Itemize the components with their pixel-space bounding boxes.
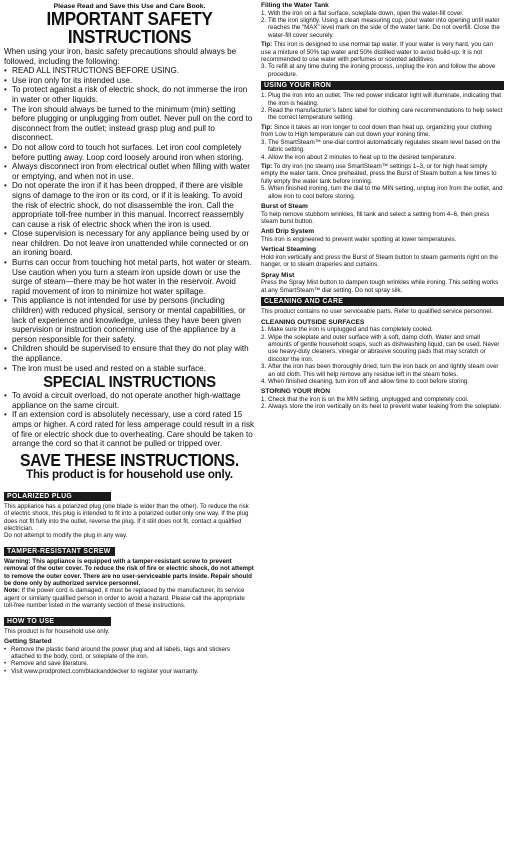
tamper-warning: Warning: This appliance is equipped with a tamper-resistant screw to prevent removal of the outer cover. To reduce the risk of fire or electric shock, do not attempt to remove the outer cover. There are no user-serviceable parts inside. Repair should be done only by authorized service personnel. <box>4 557 254 587</box>
tip-water: Tip: This iron is designed to use normal tap water. If your water is very hard, you can use a mixture of 50% tap water and 50% distilled water to avoid build-up. It is not recommended to use water with perfumes or scented additives. <box>261 41 493 64</box>
list-item: • Close supervision is necessary for any appliance being used by or near children. Do not leave iron unattended while connected or on an ironing board. <box>4 229 255 258</box>
tip-dry-iron: Tip: To dry iron (no steam) use SmartSteam™ settings 1–3, or for high heat simply empty the water tank. Once preheated, press the Burst of Steam button a few times to fully empty the water tank before ironing. <box>261 162 497 185</box>
cleaning-steps <box>261 326 504 385</box>
list-item: • The iron must be used and rested on a stable surface. <box>4 364 255 374</box>
list-item: • Always disconnect iron from electrical outlet when filling with water or emptying, and when not in use. <box>4 162 255 181</box>
list-item: • To avoid a circuit overload, do not operate another high-wattage appliance on the same circuit. <box>4 391 255 410</box>
cleaning-title: CLEANING OUTSIDE SURFACES <box>261 318 365 326</box>
list-item: 3. After the iron has been thoroughly dried, turn the iron back on and lightly steam over an old cloth. This will help remove any residue left in the steam holes. <box>261 363 499 378</box>
cleaning-care-header: CLEANING AND CARE <box>261 297 504 306</box>
list-item: • Burns can occur from touching hot metal parts, hot water or steam. Use caution when you turn a steam iron upside down or use the surge of steam—there may be hot water in the reservoir. Avoid rapid movement of iron to minimize hot water spillage. <box>4 258 255 296</box>
polarized-plug-header: POLARIZED PLUG <box>4 492 111 501</box>
list-item: 3. To refill at any time during the ironing process, unplug the iron and follow the above procedure. <box>261 63 496 78</box>
filling-steps <box>261 10 504 40</box>
list-item: • Remove the plastic band around the power plug and all labels, tags and stickers attached to the body, cord, or soleplate of the iron. <box>4 646 255 661</box>
list-item: 1. Make sure the iron is unplugged and has completely cooled. <box>261 326 433 334</box>
right-column <box>261 2 504 411</box>
note-text: If the power cord is damaged, it must be replaced by the manufacturer, its service agent or similarly qualified person in order to avoid a hazard. Please call the appropriate toll-free number listed in the warranty section of these instructions. <box>4 587 245 610</box>
list-item: 2. Always store the iron vertically on its heel to prevent water leaking from the soleplate. <box>261 403 502 411</box>
list-item: 5. When finished ironing, turn the dial to the MIN setting, unplug iron from the outlet, and allow iron to cool before storing. <box>261 185 503 200</box>
list-item: • Remove and save literature. <box>4 660 255 667</box>
left-column <box>4 2 255 675</box>
using-iron-header: USING YOUR IRON <box>261 81 504 90</box>
list-item: 4. Allow the iron about 2 minutes to heat up to the desired temperature. <box>261 153 457 161</box>
list-item: 1. Plug the iron into an outlet. The red power indicator light will illuminate, indicating that the iron is heating. <box>261 92 502 107</box>
list-item: 2. Tilt the iron slightly. Using a clean measuring cup, pour water into opening until water reaches the “MAX” level mark on the side of the water tank. Do not overfill. Close the water-fill cover securely. <box>261 17 500 39</box>
filling-step-3 <box>261 63 504 78</box>
list-item: • To protect against a risk of electric shock, do not immerse the iron in water or other liquids. <box>4 85 255 104</box>
polarized-plug-text: This appliance has a polarized plug (one blade is wider than the other). To reduce the risk of electric shock, this plug is intended to fit into a polarized outlet only one way. If the plug does not fit fully into the outlet, reverse the plug. If it still does not fit, contact a qualified electrician. <box>4 502 249 532</box>
how-to-use-header: HOW TO USE <box>4 617 111 626</box>
list-item: 1. With the iron on a flat surface, soleplate down, open the water-fill cover. <box>261 9 464 17</box>
getting-started-title: Getting Started <box>4 638 52 646</box>
list-item: • The iron should always be turned to the minimum (min) setting before plugging or unplugging from outlet. Never pull on the cord to disconnect from the outlet; instead grasp plug and pull to disconnect. <box>4 105 255 143</box>
spray-text: Press the Spray Mist button to dampen tough wrinkles while ironing. This setting works at any SmartSteam™ dial setting. Do not spray silk. <box>261 279 499 294</box>
tamper-note <box>4 587 255 609</box>
storing-steps <box>261 396 504 411</box>
special-title: SPECIAL INSTRUCTIONS <box>43 374 216 392</box>
polarized-plug-note: Do not attempt to modify the plug in any way. <box>4 532 128 540</box>
vertical-title: Vertical Steaming <box>261 246 316 254</box>
household-notice: This product is for household use only. <box>26 468 233 481</box>
list-item: • If an extension cord is absolutely necessary, use a cord rated 15 amps or higher. A cord rated for less amperage could result in a risk of fire or electric shock due to overheating. Care should be taken to arrange the cord so that it cannot be pulled or tripped over. <box>4 410 255 448</box>
list-item: • Visit www.prodprotect.com/blackanddecker to register your warranty. <box>4 668 255 675</box>
list-item: • This appliance is not intended for use by persons (including children) with reduced physical, sensory or mental capabilities, or lack of experience and knowledge, unless they have been given supervision or instruction concerning use of the appliance by a person responsible for their safety. <box>4 296 255 344</box>
list-item: • Use iron only for its intended use. <box>4 76 255 86</box>
using-step-5 <box>261 185 504 200</box>
storing-title: STORING YOUR IRON <box>261 388 330 396</box>
special-list <box>4 391 255 449</box>
list-item: • Do not operate the iron if it has been dropped, if there are visible signs of damage to the iron or its cord, or if it is leaking. To avoid the risk of electric shock, do not disassemble the iron. Call the appropriate toll-free number in this manual. Incorrect reassembly can cause a risk of electric shock when the iron is used. <box>4 181 255 229</box>
using-steps-b <box>261 139 504 161</box>
list-item: • Children should be supervised to ensure that they do not play with the appliance. <box>4 344 255 363</box>
save-book-note: Please Read and Save this Use and Care Book. <box>53 3 206 10</box>
safety-title-line1: IMPORTANT SAFETY <box>46 8 213 29</box>
using-steps <box>261 92 504 122</box>
antidrip-text: This iron is engineered to prevent water spotting at lower temperatures. <box>261 235 457 243</box>
tip-temperature: Tip: Since it takes an iron longer to cool down than heat up, organizing your clothing from Low to High temperature can cut down your ironing time. <box>261 123 492 139</box>
safety-intro: When using your iron, basic safety precautions should always be followed, including the following: <box>4 47 237 66</box>
tamper-screw-header: TAMPER-RESISTANT SCREW <box>4 547 115 556</box>
list-item: 3. The SmartSteam™ one-dial control automatically regulates steam level based on the fabric setting. <box>261 138 501 154</box>
note-label: Note: <box>4 587 20 595</box>
safety-list <box>4 66 255 373</box>
list-item: • Do not allow cord to touch hot surfaces. Let iron cool completely before putting away. Loop cord loosely around iron when storing. <box>4 143 255 162</box>
list-item: 4. When finished cleaning, turn iron off and allow time to cool before storing. <box>261 378 470 385</box>
burst-title: Burst of Steam <box>261 202 308 210</box>
list-item: 1. Check that the iron is on the MIN setting, unplugged and completely cool. <box>261 396 469 403</box>
antidrip-title: Anti Drip System <box>261 228 315 236</box>
burst-text: To help remove stubborn wrinkles, fill tank and select a setting from 4–6, then press steam burst button. <box>261 210 490 225</box>
save-instructions-title: SAVE THESE INSTRUCTIONS. <box>19 449 240 470</box>
list-item: 2. Wipe the soleplate and outer surface with a soft, damp cloth. Water and small amounts of gentle household soaps, such as dishwashing liquid, can be used. Never use heavy-duty cleaners, vinegar or abrasive scouring pads that may scratch or discolor the iron. <box>261 333 500 363</box>
safety-title-line2: INSTRUCTIONS <box>67 26 192 47</box>
getting-started-list <box>4 646 255 676</box>
filling-title: Filling the Water Tank <box>261 2 329 9</box>
spray-title: Spray Mist <box>261 271 295 279</box>
vertical-text: Hold iron vertically and press the Burst of Steam button to steam garments right on the hanger, or to steam draperies and curtains. <box>261 253 498 269</box>
care-text: This product contains no user serviceable parts. Refer to qualified service personnel. <box>261 308 493 316</box>
list-item: • READ ALL INSTRUCTIONS BEFORE USING. <box>4 66 255 76</box>
list-item: 2. Read the manufacturer’s fabric label for clothing care recommendations to help select the correct temperature setting. <box>261 107 503 122</box>
how-to-use-text: This product is for household use only. <box>4 627 110 635</box>
